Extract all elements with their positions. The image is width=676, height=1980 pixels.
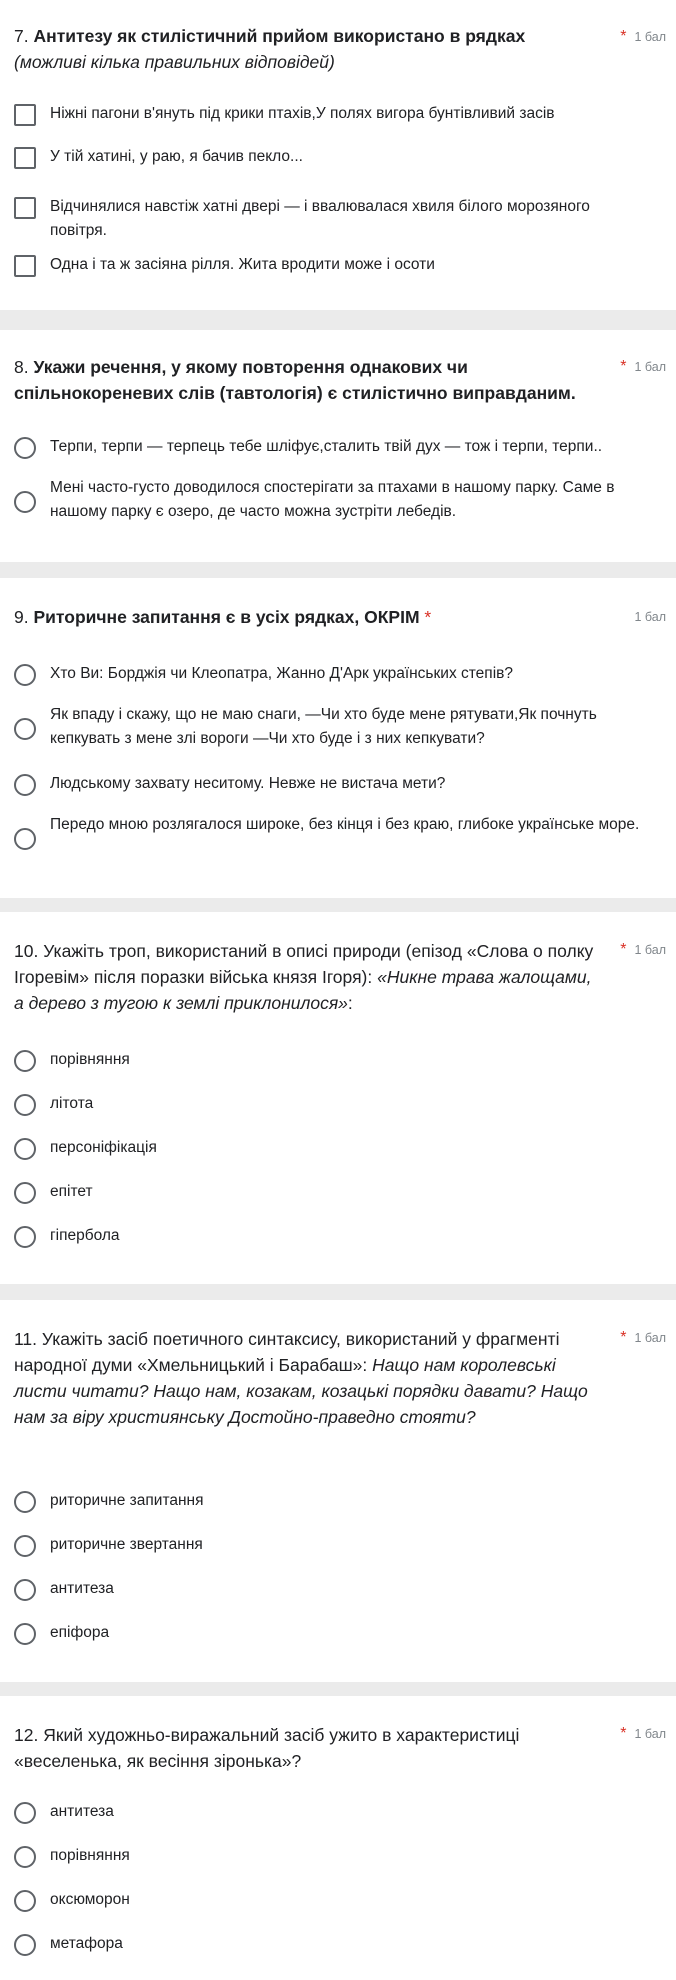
question-quote: «Никне трава жалощами, а дерево з тугою к землі приклонилося» — [14, 967, 592, 1013]
option-label: Одна і та ж засіяна рілля. Жита вродити може і осоти — [50, 256, 435, 273]
radio-option[interactable] — [14, 816, 664, 868]
question-number: 8. — [14, 357, 29, 377]
section-divider — [0, 562, 676, 578]
question-meta-12 — [596, 1723, 666, 1745]
radio-option[interactable] — [14, 1094, 664, 1134]
option-label: Ніжні пагони в'януть під крики птахів,У полях вигора бунтівливий засів — [50, 105, 555, 122]
option-label: У тій хатині, у раю, я бачив пекло... — [50, 148, 303, 165]
section-divider — [0, 1682, 676, 1696]
option-label: літота — [50, 1095, 94, 1112]
question-meta-8 — [596, 356, 666, 378]
points-label: 1 бал — [634, 30, 666, 44]
question-number: 11. — [14, 1329, 38, 1349]
radio-button[interactable] — [14, 664, 36, 686]
points-label: 1 бал — [634, 360, 666, 374]
radio-option[interactable] — [14, 437, 664, 477]
question-number: 10. — [14, 941, 39, 961]
required-star-icon: * — [424, 607, 432, 627]
option-label: Терпи, терпи — терпець тебе шліфує,сталить твій дух — тож і терпи, терпи.. — [50, 438, 603, 455]
checkbox-option[interactable] — [14, 197, 664, 237]
option-label: Передо мною розлягалося широке, без кінця і без краю, глибоке українське море. — [50, 816, 640, 833]
option-label: риторичне звертання — [50, 1536, 203, 1553]
radio-option[interactable] — [14, 1846, 664, 1886]
question-title-10 — [14, 938, 600, 1016]
radio-button[interactable] — [14, 1802, 36, 1824]
question-title-12 — [14, 1722, 600, 1774]
radio-button[interactable] — [14, 1934, 36, 1956]
radio-option[interactable] — [14, 1623, 664, 1663]
radio-button[interactable] — [14, 1890, 36, 1912]
radio-button[interactable] — [14, 718, 36, 740]
option-label: порівняння — [50, 1847, 130, 1864]
question-card-7 — [0, 0, 676, 310]
question-title-8 — [14, 354, 600, 406]
option-label: Як впаду і скажу, що не маю снаги, —Чи хто буде мене рятувати,Як почнуть кепкувать з мене злі вороги —Чи хто буде і з них кепкувати? — [50, 706, 597, 747]
radio-button[interactable] — [14, 1579, 36, 1601]
radio-button[interactable] — [14, 1182, 36, 1204]
radio-option[interactable] — [14, 664, 664, 704]
question-title-11 — [14, 1326, 600, 1430]
checkbox-icon[interactable] — [14, 255, 36, 277]
radio-button[interactable] — [14, 1623, 36, 1645]
option-label: антитеза — [50, 1803, 114, 1820]
option-label: Мені часто-густо доводилося спостерігати за птахами в нашому парку. Саме в нашому парку є озеро, де часто можна зустріти лебедів. — [50, 479, 615, 520]
checkbox-option[interactable] — [14, 147, 664, 187]
radio-option[interactable] — [14, 479, 664, 531]
checkbox-icon[interactable] — [14, 147, 36, 169]
section-divider — [0, 310, 676, 330]
required-star-icon: * — [620, 358, 627, 375]
question-text: Який художньо-виражальний засіб ужито в характеристиці «веселенька, як весіння зіронька»? — [14, 1725, 520, 1771]
question-card-10 — [0, 912, 676, 1284]
option-label: гіпербола — [50, 1227, 120, 1244]
radio-button[interactable] — [14, 1535, 36, 1557]
question-meta-7 — [596, 26, 666, 48]
required-star-icon: * — [620, 1725, 627, 1742]
question-card-12 — [0, 1696, 676, 1980]
radio-button[interactable] — [14, 437, 36, 459]
required-star-icon: * — [620, 941, 627, 958]
question-meta-9 — [596, 606, 666, 628]
option-label: Людському захвату неситому. Невже не вистача мети? — [50, 775, 446, 792]
question-title-7 — [14, 23, 600, 75]
required-star-icon: * — [620, 1329, 627, 1346]
question-hint: (можливі кілька правильних відповідей) — [14, 52, 335, 72]
question-card-9 — [0, 578, 676, 898]
radio-option[interactable] — [14, 1535, 664, 1575]
option-label: антитеза — [50, 1580, 114, 1597]
radio-button[interactable] — [14, 1226, 36, 1248]
points-label: 1 бал — [634, 943, 666, 957]
radio-option[interactable] — [14, 774, 664, 814]
option-label: метафора — [50, 1935, 123, 1952]
radio-option[interactable] — [14, 1138, 664, 1178]
question-card-8 — [0, 330, 676, 562]
question-number: 7. — [14, 26, 29, 46]
question-number: 9. — [14, 607, 29, 627]
radio-button[interactable] — [14, 828, 36, 850]
radio-button[interactable] — [14, 1050, 36, 1072]
checkbox-icon[interactable] — [14, 197, 36, 219]
points-label: 1 бал — [634, 610, 666, 624]
radio-button[interactable] — [14, 491, 36, 513]
question-quote: Нащо нам королевські листи читати? Нащо нам, козакам, козацькі порядки давати? Нащо нам за віру християнську Достойно-праведно стояти? — [14, 1355, 588, 1427]
question-text: Укажи речення, у якому повторення однакових чи спільнокореневих слів (тавтологія) є стилістично виправданим. — [14, 357, 576, 403]
radio-option[interactable] — [14, 706, 664, 758]
question-text: Укажіть засіб поетичного синтаксису, використаний у фрагменті народної думи «Хмельницький і Барабаш»: — [14, 1329, 560, 1375]
required-star-icon: * — [620, 28, 627, 45]
checkbox-icon[interactable] — [14, 104, 36, 126]
radio-option[interactable] — [14, 1579, 664, 1619]
option-label: порівняння — [50, 1051, 130, 1068]
radio-button[interactable] — [14, 1491, 36, 1513]
section-divider — [0, 898, 676, 912]
radio-option[interactable] — [14, 1182, 664, 1222]
option-label: риторичне запитання — [50, 1492, 204, 1509]
question-text: Укажіть троп, використаний в описі природи (епізод «Слова о полку Ігоревім» після поразки війська князя Ігоря): — [14, 941, 594, 987]
radio-button[interactable] — [14, 1138, 36, 1160]
question-title-9 — [14, 604, 600, 630]
question-card-11 — [0, 1300, 676, 1682]
radio-button[interactable] — [14, 1094, 36, 1116]
radio-option[interactable] — [14, 1050, 664, 1090]
radio-option[interactable] — [14, 1934, 664, 1974]
option-label: епітет — [50, 1183, 93, 1200]
points-label: 1 бал — [634, 1727, 666, 1741]
section-divider — [0, 1284, 676, 1300]
radio-button[interactable] — [14, 1846, 36, 1868]
question-text: Риторичне запитання є в усіх рядках, ОКРІМ — [33, 607, 420, 627]
option-label: оксюморон — [50, 1891, 130, 1908]
option-label: епіфора — [50, 1624, 110, 1641]
question-text: Антитезу як стилістичний прийом використано в рядках — [33, 26, 526, 46]
radio-option[interactable] — [14, 1890, 664, 1930]
question-tail: : — [347, 993, 353, 1013]
radio-button[interactable] — [14, 774, 36, 796]
option-label: Відчинялися навстіж хатні двері — і ввалювалася хвиля білого морозяного повітря. — [50, 198, 590, 239]
option-label: персоніфікація — [50, 1139, 157, 1156]
radio-option[interactable] — [14, 1491, 664, 1531]
radio-option[interactable] — [14, 1802, 664, 1842]
radio-option[interactable] — [14, 1226, 664, 1266]
points-label: 1 бал — [634, 1331, 666, 1345]
question-meta-10 — [596, 939, 666, 961]
checkbox-option[interactable] — [14, 255, 664, 295]
option-label: Хто Ви: Борджія чи Клеопатра, Жанно Д'Арк українських степів? — [50, 665, 513, 682]
checkbox-option[interactable] — [14, 104, 664, 144]
question-meta-11 — [596, 1327, 666, 1349]
question-number: 12. — [14, 1725, 39, 1745]
